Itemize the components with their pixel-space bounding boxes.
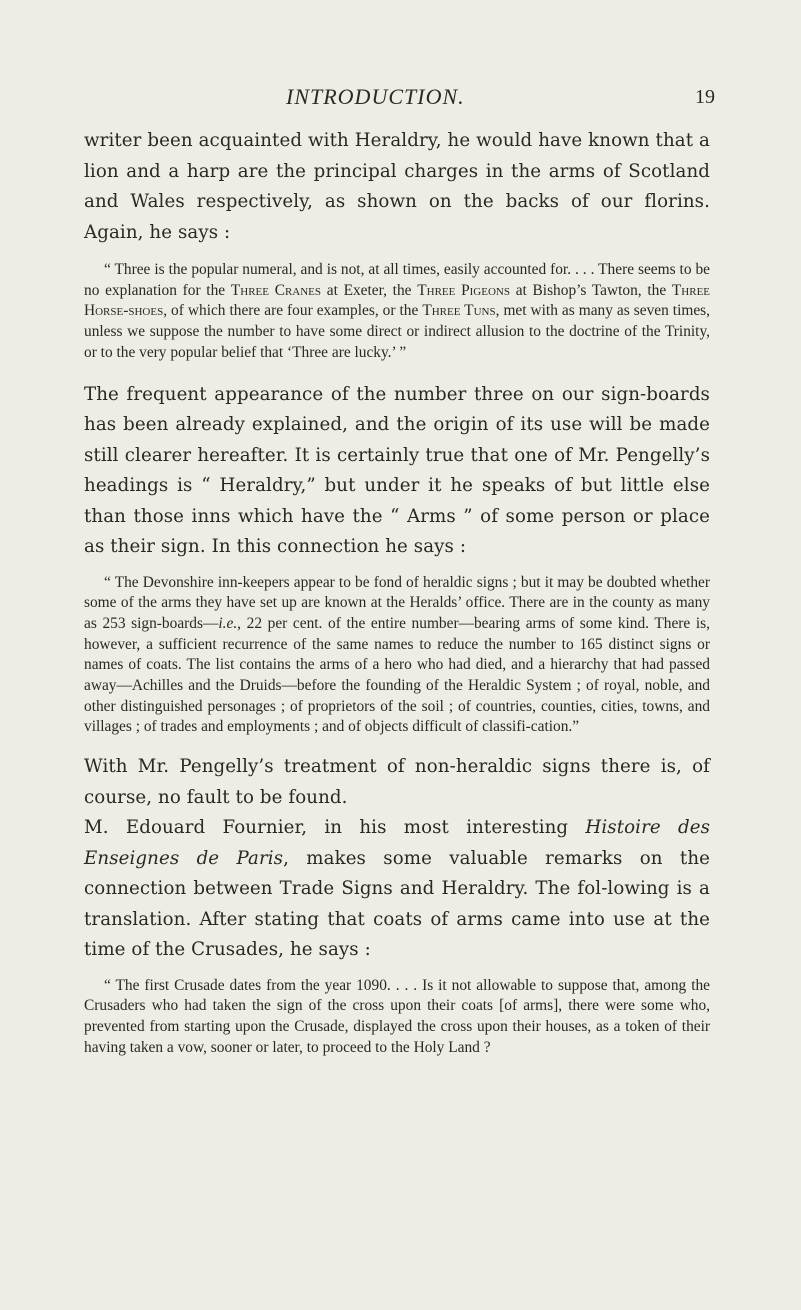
paragraph-fournier bbox=[84, 813, 710, 966]
paragraph-continuation: writer been acquainted with Heraldry, he would have known that a lion and a harp are the principal charges in the arms of Scotland and Wales respectively, as shown on the backs of our florins. Again, he says : bbox=[84, 130, 710, 243]
para-text: , makes some valuable remarks on the connection between Trade Signs and Heraldry. The fol-lowing is a translation. After stating that coats of arms came into use at the time of the Crusades, he says : bbox=[84, 847, 710, 961]
book-title: Histoire des Enseignes de Paris bbox=[84, 817, 710, 869]
paragraph-number-three: The frequent appearance of the number three on our sign-boards has been already explained, and the origin of its use will be made still clearer hereafter. It is certainly true that one of Mr. Pengelly’s headings is “ Heraldry,” but under it he speaks of but little else than those inns which have the “ Arms ” of some person or place as their sign. In this connection he says : bbox=[84, 383, 710, 558]
quote-text: at Bishop’s Tawton, the bbox=[509, 281, 672, 299]
page-header bbox=[0, 84, 801, 114]
block-quote-crusade: “ The first Crusade dates from the year 1090. . . . Is it not allowable to suppose that, among the Crusaders who had taken the sign of the cross upon their coats [of arms], there were some who, prevented from starting upon the Crusade, displayed the cross upon their houses, as a token of their having taken a vow, sooner or later, to proceed to the Holy Land ? bbox=[84, 976, 710, 1056]
quote-text: “ The Devonshire inn-keepers appear to be fond of heraldic signs ; but it may be doubted whether some of the arms they have set up are known at the Heralds’ office. There are in the county as many as 253 sign-boards— bbox=[84, 573, 710, 632]
paragraph-non-heraldic: With Mr. Pengelly’s treatment of non-heraldic signs there is, of course, no fault to be found. bbox=[84, 756, 710, 808]
quote-smallcaps: Three Horse-shoes bbox=[84, 281, 711, 320]
quote-smallcaps: Three Pigeons bbox=[417, 281, 510, 299]
quote-text: , met with as many as seven times, unless we suppose the number to have some direct or indirect allusion to the doctrine of the Trinity, or to the very popular belief that ‘Three are lucky.’ ” bbox=[84, 302, 710, 361]
quote-text: “ Three is the popular numeral, and is not, at all times, easily accounted for. . . . There seems to be no explanation for the bbox=[84, 261, 710, 299]
para-text: M. Edouard Fournier, in his most interesting bbox=[84, 817, 586, 839]
text-block bbox=[84, 126, 710, 1058]
quote-text: , 22 per cent. of the entire number—bearing arms of some kind. There is, however, a sufficient recurrence of the same names to reduce the number to 165 distinct signs or names of coats. The list contains the arms of a hero who had died, and a hierarchy that had passed away—Achilles and the Druids—before the founding of the Heraldic System ; of royal, noble, and other distinguished personages ; of proprietors of the soil ; of countries, counties, cities, towns, and villages ; of trades and employments ; and of objects difficult of classifi-cation.” bbox=[84, 614, 710, 736]
quote-smallcaps: Three Cranes bbox=[230, 281, 322, 299]
quote-text: at Exeter, the bbox=[321, 281, 418, 299]
quote-italic: i.e. bbox=[218, 614, 238, 632]
running-title: INTRODUCTION. bbox=[286, 84, 465, 109]
quote-text: , of which there are four examples, or the bbox=[163, 302, 423, 320]
block-quote-devonshire bbox=[84, 573, 710, 739]
block-quote-three-numeral bbox=[84, 260, 710, 364]
quote-smallcaps: Three Tuns bbox=[422, 302, 496, 320]
page-number: 19 bbox=[695, 86, 715, 108]
